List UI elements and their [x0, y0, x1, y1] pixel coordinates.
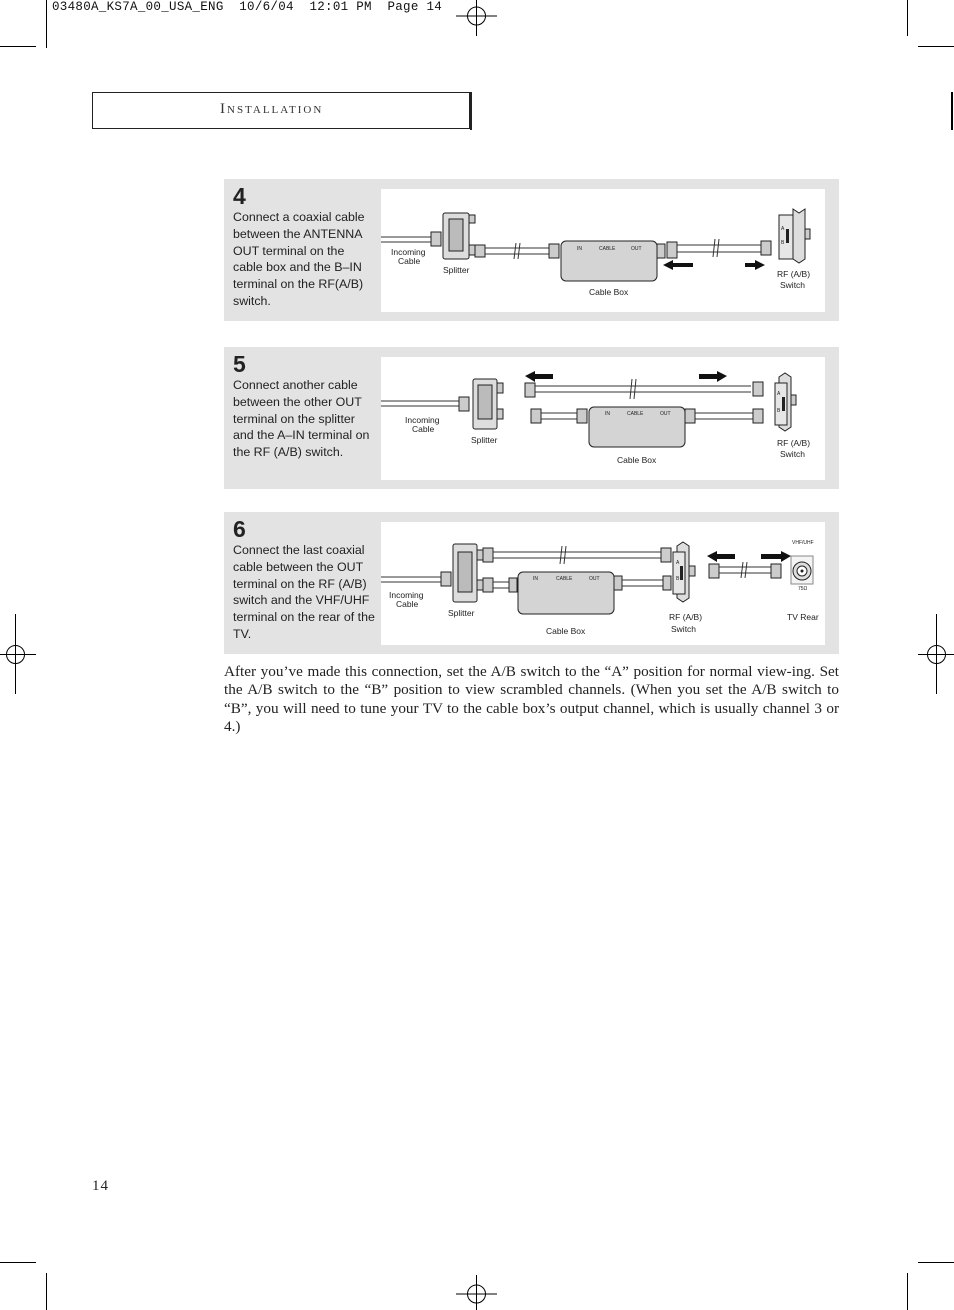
- svg-text:B: B: [781, 240, 785, 246]
- svg-text:Switch: Switch: [780, 280, 806, 290]
- label-cable-box: Cable Box: [617, 455, 657, 465]
- svg-text:A: A: [781, 226, 785, 232]
- svg-text:Cable: Cable: [396, 599, 419, 609]
- coax-splitter-to-switch-a: [483, 546, 671, 564]
- cable-box: [518, 572, 614, 614]
- label-splitter: Splitter: [471, 435, 498, 445]
- svg-text:Switch: Switch: [671, 624, 697, 634]
- label-incoming-cable: Incoming: [389, 590, 424, 600]
- direction-arrows: [525, 371, 727, 382]
- print-slug: 03480A_KS7A_00_USA_ENG 10/6/04 12:01 PM Page 14: [52, 0, 443, 14]
- incoming-cable: [381, 232, 441, 246]
- splitter: [443, 213, 475, 259]
- cable-box: [589, 407, 685, 447]
- coax-switch-to-tv: [709, 562, 781, 578]
- incoming-cable: [381, 572, 451, 586]
- direction-arrows: [663, 260, 765, 270]
- svg-text:VHF/UHF: VHF/UHF: [792, 540, 814, 546]
- label-cable-box: Cable Box: [589, 287, 629, 297]
- svg-text:OUT: OUT: [660, 411, 671, 417]
- svg-text:B: B: [777, 408, 781, 414]
- label-cable-box: Cable Box: [546, 626, 586, 636]
- rf-ab-switch: [775, 373, 796, 431]
- step-6-diagram: [381, 522, 825, 645]
- direction-arrows: [707, 551, 791, 562]
- label-rf-switch: RF (A/B): [777, 438, 811, 448]
- cable-box: [561, 241, 657, 281]
- coax-splitter-to-box: [483, 578, 517, 592]
- section-title: Installation: [220, 101, 324, 117]
- coax-box-to-switch-b: [614, 576, 671, 590]
- step-5-diagram: [381, 357, 825, 480]
- instruction-paragraph: After you’ve made this connection, set the A/B switch to the “A” position for normal view-ing. Set the A/B switch to the “B” position to view scrambled channels. (When you set the A/B switch to “B”, you will need to tune your TV to the cable box’s output channel, which is usually channel 3 or 4.): [224, 663, 839, 736]
- step-number: 5: [233, 351, 246, 377]
- label-splitter: Splitter: [448, 608, 475, 618]
- svg-text:B: B: [676, 576, 680, 582]
- svg-text:75Ω: 75Ω: [798, 586, 808, 592]
- rf-ab-switch: [673, 542, 695, 602]
- svg-text:IN: IN: [577, 246, 582, 252]
- svg-text:OUT: OUT: [631, 246, 642, 252]
- coax-box-to-switch-b: [685, 409, 763, 423]
- svg-text:Cable: Cable: [398, 256, 421, 266]
- svg-text:IN: IN: [605, 411, 610, 417]
- svg-text:Cable: Cable: [412, 424, 435, 434]
- label-incoming-cable: Incoming: [391, 247, 426, 257]
- step-number: 6: [233, 516, 246, 542]
- label-rf-switch: RF (A/B): [669, 612, 703, 622]
- rf-ab-switch: [779, 209, 810, 263]
- label-splitter: Splitter: [443, 265, 470, 275]
- label-incoming-cable: Incoming: [405, 415, 440, 425]
- splitter: [473, 379, 503, 429]
- incoming-cable: [381, 397, 469, 411]
- svg-text:CABLE: CABLE: [556, 576, 573, 582]
- coax-box-to-switch: [657, 239, 771, 258]
- svg-text:A: A: [777, 391, 781, 397]
- svg-text:CABLE: CABLE: [627, 411, 644, 417]
- svg-text:A: A: [676, 560, 680, 566]
- tv-vhf-uhf-terminal: [791, 540, 814, 592]
- svg-text:Switch: Switch: [780, 449, 806, 459]
- step-instruction: Connect another cable between the other OUT terminal on the splitter and the A–IN terminal on the RF (A/B) switch.: [233, 378, 370, 460]
- step-instruction: Connect a coaxial cable between the ANTENNA OUT terminal on the cable box and the B–IN terminal on the RF(A/B) switch.: [233, 210, 365, 308]
- step-4-panel: [224, 179, 839, 321]
- page-number: 14: [92, 1178, 109, 1194]
- coax-splitter-to-box: [475, 243, 559, 259]
- label-tv-rear: TV Rear: [787, 612, 819, 622]
- step-6-panel: [224, 512, 839, 654]
- step-number: 4: [233, 183, 246, 209]
- coax-splitter-to-switch-a: [525, 379, 763, 399]
- svg-text:CABLE: CABLE: [599, 246, 616, 252]
- step-4-diagram: [381, 189, 825, 312]
- label-rf-switch: RF (A/B): [777, 269, 811, 279]
- coax-splitter-to-box: [531, 409, 587, 423]
- svg-text:IN: IN: [533, 576, 538, 582]
- svg-text:OUT: OUT: [589, 576, 600, 582]
- step-5-panel: [224, 347, 839, 489]
- step-instruction: Connect the last coaxial cable between the OUT terminal on the RF (A/B) switch and the VHF/UHF terminal on the rear of the TV.: [233, 543, 375, 641]
- splitter: [453, 544, 483, 602]
